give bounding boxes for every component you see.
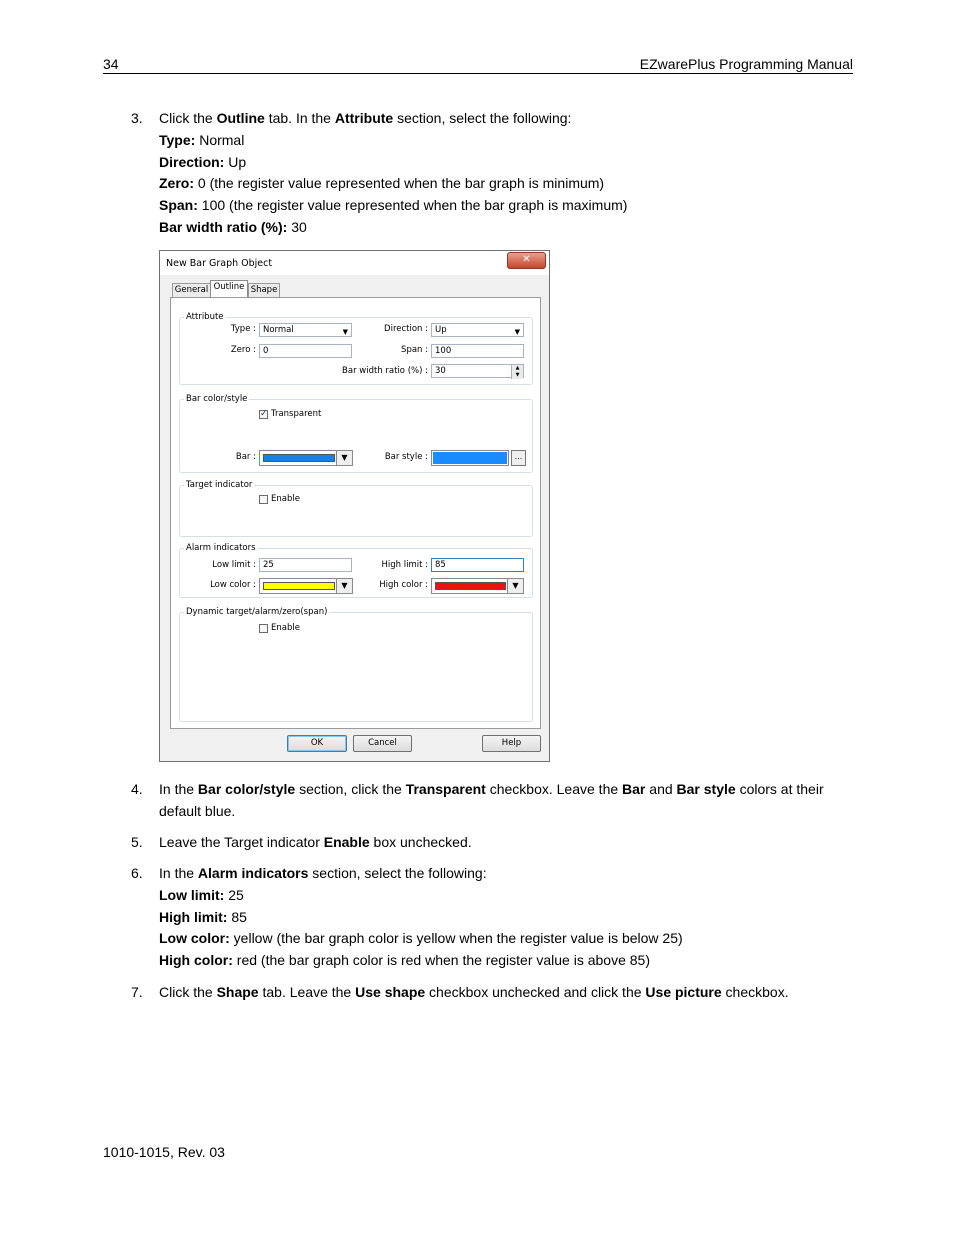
bar-graph-dialog — [159, 250, 550, 762]
group-label: Alarm indicators — [186, 543, 256, 553]
bar-color-swatch — [263, 454, 335, 462]
dynamic-enable-checkbox[interactable] — [259, 624, 268, 633]
bar-style-select[interactable] — [431, 450, 509, 466]
low-color-label: Low color : — [210, 580, 256, 590]
low-color-swatch — [263, 582, 335, 590]
group-label: Target indicator — [186, 480, 253, 490]
direction-label: Direction : — [384, 324, 428, 334]
page-header — [103, 56, 853, 74]
step-number: 4. — [131, 781, 143, 797]
type-select[interactable]: Normal ▼ — [259, 323, 352, 337]
dynamic-enable-label: Enable — [271, 623, 300, 633]
page-number: 34 — [103, 56, 119, 72]
span-label: Span : — [401, 345, 428, 355]
group-label: Bar color/style — [186, 394, 248, 404]
group-label: Dynamic target/alarm/zero(span) — [186, 607, 328, 617]
chevron-down-icon: ▼ — [342, 328, 348, 336]
tab-general[interactable]: General — [172, 283, 211, 297]
ratio-input[interactable]: 30 ▲ ▼ — [431, 364, 524, 378]
close-icon[interactable]: ✕ — [507, 252, 546, 269]
low-limit-label: Low limit : — [212, 560, 256, 570]
cancel-button[interactable]: Cancel — [353, 735, 412, 752]
low-color-select[interactable] — [259, 578, 353, 594]
step-6-high-color: High color: red (the bar graph color is red when the register value is above 85) — [159, 952, 651, 969]
direction-select[interactable]: Up ▼ — [431, 323, 524, 337]
step-number: 3. — [131, 110, 143, 126]
zero-label: Zero : — [230, 345, 256, 355]
zero-input[interactable]: 0 — [259, 344, 352, 358]
high-color-swatch — [435, 582, 506, 590]
transparent-checkbox[interactable]: ✓ — [260, 409, 268, 419]
step-number: 5. — [131, 834, 143, 850]
high-limit-label: High limit : — [381, 560, 428, 570]
step-3-span: Span: 100 (the register value represented when the bar graph is maximum) — [159, 197, 628, 214]
high-limit-input[interactable]: 85 — [431, 558, 524, 572]
dynamic-group — [179, 607, 533, 722]
ratio-spinner[interactable]: ▲ ▼ — [511, 365, 523, 379]
ratio-label: Bar width ratio (%) : — [342, 366, 428, 376]
help-button[interactable]: Help — [482, 735, 541, 752]
step-3-intro: Click the Outline tab. In the Attribute section, select the following: — [159, 110, 572, 126]
alarm-indicators-group — [179, 543, 533, 598]
high-color-select[interactable] — [431, 578, 524, 594]
high-color-label: High color : — [379, 580, 428, 590]
dialog-titlebar — [160, 251, 549, 275]
low-limit-input[interactable]: 25 — [259, 558, 352, 572]
step-6-intro: In the Alarm indicators section, select the following: — [159, 865, 487, 881]
target-enable-label: Enable — [271, 494, 300, 504]
step-3-type: Type: Normal — [159, 131, 245, 148]
bar-style-swatch — [433, 452, 507, 464]
type-label: Type : — [230, 324, 256, 334]
step-number: 7. — [131, 984, 143, 1000]
bar-label: Bar : — [235, 452, 256, 462]
step-number: 6. — [131, 865, 143, 881]
transparent-label: Transparent — [271, 409, 322, 419]
tab-outline[interactable]: Outline — [210, 280, 248, 298]
ok-button[interactable]: OK — [287, 735, 347, 752]
outline-panel — [170, 297, 541, 729]
attribute-group — [179, 312, 533, 385]
step-6-low-limit: Low limit: 25 — [159, 886, 244, 903]
step-6 — [131, 863, 831, 972]
chevron-down-icon: ▼ — [336, 451, 352, 465]
step-7: 7. Click the Shape tab. Leave the Use shape checkbox unchecked and click the Use picture checkbox. — [131, 982, 831, 1004]
chevron-down-icon: ▼ — [507, 579, 523, 593]
step-4: 4. In the Bar color/style section, click the Transparent checkbox. Leave the Bar and Bar style colors at their default blue. — [131, 781, 824, 819]
manual-title: EZwarePlus Programming Manual — [639, 56, 853, 72]
tab-shape[interactable]: Shape — [248, 283, 280, 297]
footer-doc-id: 1010-1015, Rev. 03 — [103, 1144, 225, 1160]
chevron-down-icon: ▼ — [336, 579, 352, 593]
chevron-down-icon: ▼ — [514, 328, 520, 336]
step-3-ratio: Bar width ratio (%): 30 — [159, 218, 307, 235]
span-input[interactable]: 100 — [431, 344, 524, 358]
target-indicator-group — [179, 480, 533, 537]
bar-style-group — [179, 394, 533, 473]
dialog-title: New Bar Graph Object — [166, 258, 273, 269]
step-3 — [131, 108, 831, 239]
bar-style-more-button[interactable]: ... — [511, 450, 526, 466]
step-6-high-limit: High limit: 85 — [159, 908, 247, 925]
step-6-low-color: Low color: yellow (the bar graph color is yellow when the register value is below 25) — [159, 930, 683, 947]
bar-color-select[interactable] — [259, 450, 353, 466]
bar-style-label: Bar style : — [384, 452, 428, 462]
step-5: 5. Leave the Target indicator Enable box unchecked. — [131, 832, 831, 854]
step-3-direction: Direction: Up — [159, 153, 247, 170]
step-3-zero: Zero: 0 (the register value represented when the bar graph is minimum) — [159, 175, 605, 192]
group-label: Attribute — [186, 312, 224, 322]
target-enable-checkbox[interactable] — [259, 495, 268, 504]
